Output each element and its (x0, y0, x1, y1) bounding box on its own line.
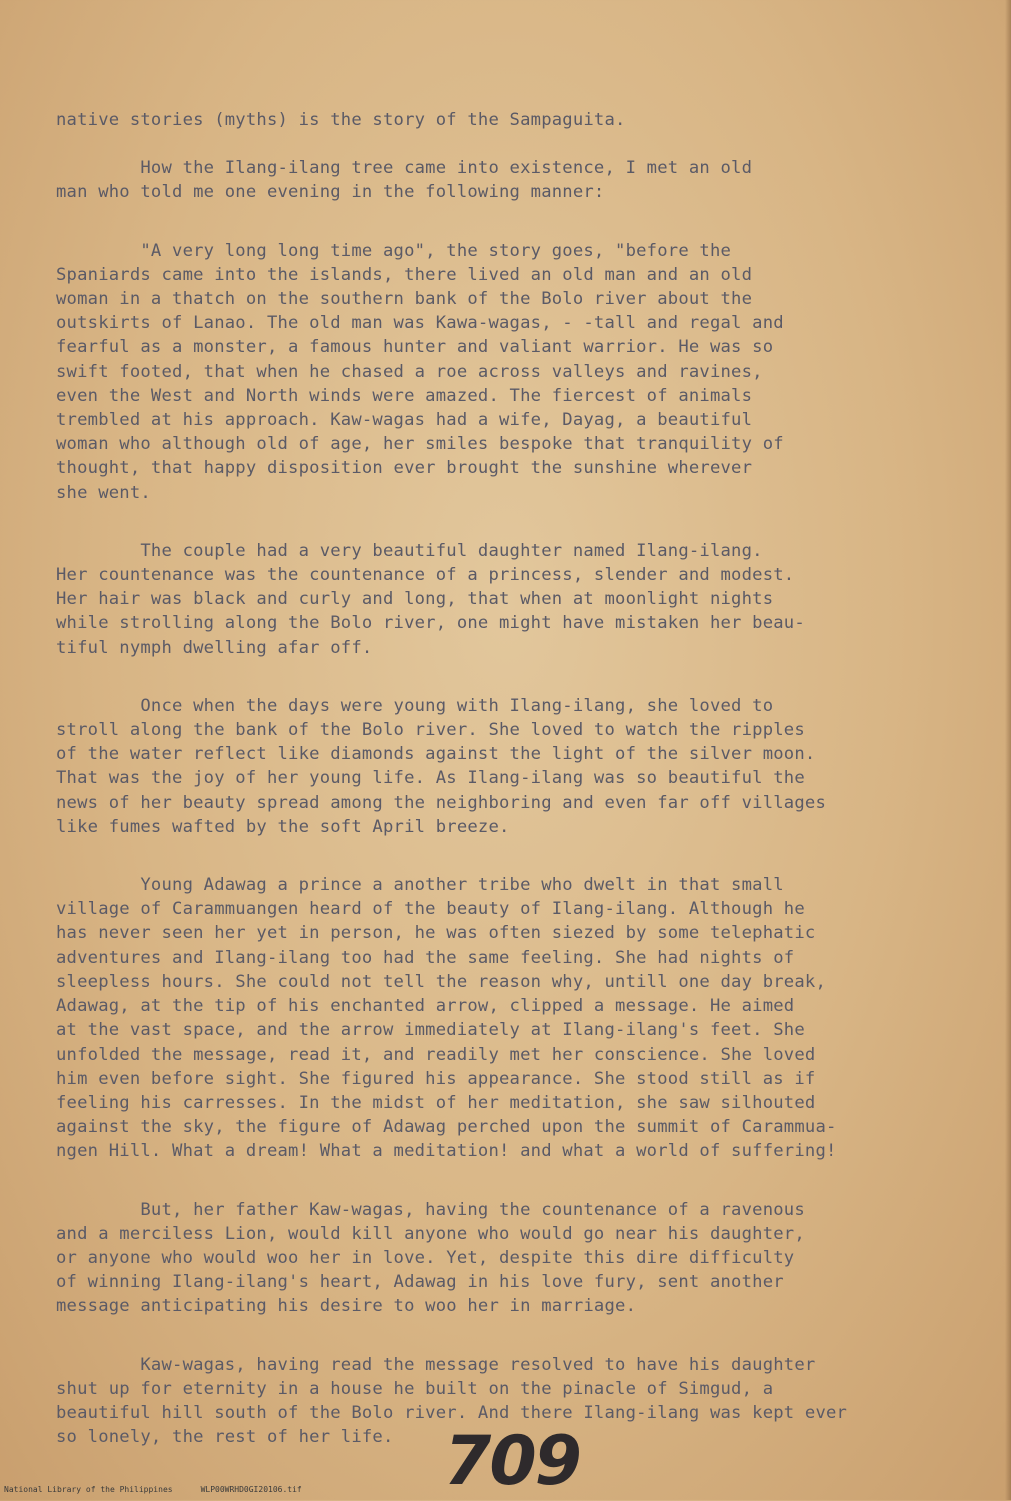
paragraph (56, 156, 966, 204)
text-line: sleepless hours. She could not tell the reason why, untill one day break, (56, 971, 826, 992)
text-line: and a merciless Lion, would kill anyone who would go near his daughter, (56, 1223, 805, 1244)
text-line: thought, that happy disposition ever brought the sunshine wherever (56, 458, 753, 479)
text-line: woman in a thatch on the southern bank of the Bolo river about the (56, 289, 753, 310)
text-line: at the vast space, and the arrow immediately at Ilang-ilang's feet. She (56, 1020, 805, 1041)
text-line: How the Ilang-ilang tree came into existence, I met an old (56, 158, 753, 179)
text-line: unfolded the message, read it, and readily met her conscience. She loved (56, 1044, 816, 1065)
paragraph (56, 694, 966, 839)
paragraph (56, 239, 966, 505)
text-line: But, her father Kaw-wagas, having the countenance of a ravenous (56, 1199, 805, 1220)
text-line: Adawag, at the tip of his enchanted arrow, clipped a message. He aimed (56, 996, 795, 1017)
text-line: Spaniards came into the islands, there lived an old man and an old (56, 264, 753, 285)
text-line: like fumes wafted by the soft April breeze. (56, 816, 510, 837)
text-line: beautiful hill south of the Bolo river. And there Ilang-ilang was kept ever (56, 1402, 848, 1423)
text-line: That was the joy of her young life. As Ilang-ilang was so beautiful the (56, 768, 805, 789)
text-line: shut up for eternity in a house he built on the pinacle of Simgud, a (56, 1378, 774, 1399)
document-body (56, 108, 966, 1483)
text-line: even the West and North winds were amazed. The fiercest of animals (56, 385, 753, 406)
text-line: woman who although old of age, her smiles bespoke that tranquility of (56, 434, 784, 455)
page-number: 709 (444, 1422, 580, 1501)
text-line: adventures and Ilang-ilang too had the same feeling. She had nights of (56, 947, 795, 968)
footer-library: National Library of the Philippines (4, 1485, 173, 1494)
text-line: so lonely, the rest of her life. (56, 1427, 394, 1448)
paragraph (56, 539, 966, 660)
text-line: village of Carammuangen heard of the beauty of Ilang-ilang. Although he (56, 899, 805, 920)
text-line: trembled at his approach. Kaw-wagas had a wife, Dayag, a beautiful (56, 410, 753, 431)
text-line: of winning Ilang-ilang's heart, Adawag in his love fury, sent another (56, 1272, 784, 1293)
text-line: Young Adawag a prince a another tribe who dwelt in that small (56, 875, 784, 896)
text-line: while strolling along the Bolo river, one might have mistaken her beau- (56, 613, 805, 634)
text-line: native stories (myths) is the story of the Sampaguita. (56, 110, 626, 130)
text-line: outskirts of Lanao. The old man was Kawa-wagas, - -tall and regal and (56, 313, 784, 334)
paragraph (56, 1198, 966, 1319)
text-line: she went. (56, 482, 151, 503)
text-line: stroll along the bank of the Bolo river. She loved to watch the ripples (56, 720, 805, 741)
text-line: fearful as a monster, a famous hunter and valiant warrior. He was so (56, 337, 774, 358)
paragraph (56, 873, 966, 1163)
text-line: man who told me one evening in the following manner: (56, 182, 605, 203)
scan-footer (4, 1485, 330, 1495)
text-line: swift footed, that when he chased a roe across valleys and ravines, (56, 361, 763, 382)
text-line: Kaw-wagas, having read the message resolved to have his daughter (56, 1354, 816, 1375)
text-line: message anticipating his desire to woo her in marriage. (56, 1296, 637, 1317)
text-line: or anyone who would woo her in love. Yet, despite this dire difficulty (56, 1247, 795, 1268)
text-line: of the water reflect like diamonds against the light of the silver moon. (56, 744, 816, 765)
text-line: Once when the days were young with Ilang-ilang, she loved to (56, 695, 774, 716)
paragraph (56, 108, 966, 132)
text-line: "A very long long time ago", the story goes, "before the (56, 240, 732, 261)
text-line: Her countenance was the countenance of a princess, slender and modest. (56, 565, 795, 586)
text-line: ngen Hill. What a dream! What a meditation! and what a world of suffering! (56, 1141, 837, 1162)
text-line: tiful nymph dwelling afar off. (56, 637, 373, 658)
text-line: The couple had a very beautiful daughter named Ilang-ilang. (56, 540, 763, 561)
text-line: against the sky, the figure of Adawag perched upon the summit of Carammua- (56, 1117, 837, 1138)
page-edge-shadow (1005, 0, 1011, 1500)
text-line: Her hair was black and curly and long, that when at moonlight nights (56, 589, 774, 610)
text-line: news of her beauty spread among the neighboring and even far off villages (56, 792, 826, 813)
text-line: him even before sight. She figured his appearance. She stood still as if (56, 1068, 816, 1089)
text-line: has never seen her yet in person, he was often siezed by some telephatic (56, 923, 816, 944)
text-line: feeling his carresses. In the midst of her meditation, she saw silhouted (56, 1092, 816, 1113)
footer-filename: WLP00WRHD0GI20106.tif (200, 1485, 302, 1494)
